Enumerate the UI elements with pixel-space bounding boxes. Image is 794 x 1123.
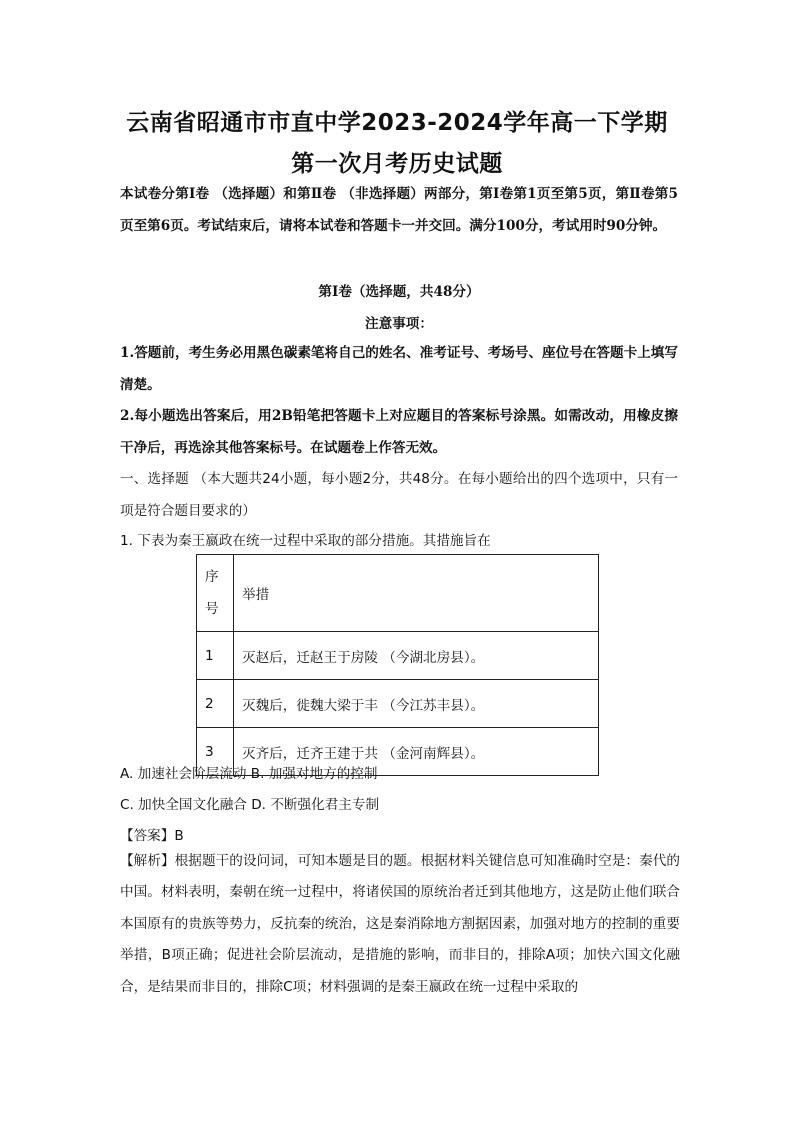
measures-table (196, 554, 599, 776)
table-cell-measure: 灭赵后，迁赵王于房陵 （今湖北房县）。 (234, 632, 599, 680)
analysis-text: 根据题干的设问词，可知本题是目的题。根据材料关键信息可知准确时空是：秦代的中国。材料表明，秦朝在统一过程中，将诸侯国的原统治者迁到其他地方，这是防止他们联合本国原有的贵族等势力，反抗秦的统治，这是秦消除地方割据因素，加强对地方的控制的重要举措，B项正确；促进社会阶层流动，是措施的影响，而非目的，排除A项；加快六国文化融合，是结果而非目的，排除C项；材料强调的是秦王嬴政在统一过程中采取的 (120, 853, 680, 995)
table-row (197, 680, 599, 728)
question-1-options-cd: C. 加快全国文化融合 D. 不断强化君主专制 (120, 797, 380, 813)
title-line-1: 云南省昭通市市直中学2023-2024学年高一下学期 (126, 110, 668, 136)
table-cell-no: 3 (197, 728, 234, 776)
table-header-row (197, 555, 599, 632)
notice-item-2: 2.每小题选出答案后，用2B铅笔把答题卡上对应题目的答案标号涂黑。如需改动，用橡皮擦干净后，再选涂其他答案标号。在试题卷上作答无效。 (120, 408, 678, 456)
table-cell-no: 1 (197, 632, 234, 680)
part-one-heading: 一、选择题 （本大题共24小题，每小题2分，共48分。在每小题给出的四个选项中，只有一项是符合题目要求的） (120, 471, 678, 519)
notice-heading: 注意事项： (365, 316, 433, 332)
section1-heading: 第Ⅰ卷（选择题，共48分） (318, 284, 480, 300)
table-cell-measure: 灭齐后，迁齐王建于共 （金河南辉县）。 (234, 728, 599, 776)
question-1-analysis (120, 846, 680, 1003)
table-row (197, 632, 599, 680)
table-header-no: 序号 (197, 555, 234, 632)
question-1-answer: 【答案】B (120, 828, 184, 844)
table-cell-no: 2 (197, 680, 234, 728)
intro-paragraph: 本试卷分第Ⅰ卷 （选择题）和第Ⅱ卷 （非选择题）两部分，第Ⅰ卷第1页至第5页，第Ⅱ卷第5页至第6页。考试结束后，请将本试卷和答题卡一并交回。满分100分，考试用时90分钟。 (120, 186, 678, 234)
title-line-2: 第一次月考历史试题 (291, 151, 503, 177)
notice-item-1: 1.答题前，考生务必用黑色碳素笔将自己的姓名、准考证号、考场号、座位号在答题卡上填写清楚。 (120, 345, 678, 393)
table-header-measure: 举措 (234, 555, 599, 632)
question-1-options-ab: A. 加速社会阶层流动 B. 加强对地方的控制 (120, 766, 378, 782)
question-1-stem: 1. 下表为秦王嬴政在统一过程中采取的部分措施。其措施旨在 (120, 533, 491, 549)
analysis-label: 【解析】 (120, 853, 175, 869)
table-cell-measure: 灭魏后，徙魏大梁于丰 （今江苏丰县）。 (234, 680, 599, 728)
